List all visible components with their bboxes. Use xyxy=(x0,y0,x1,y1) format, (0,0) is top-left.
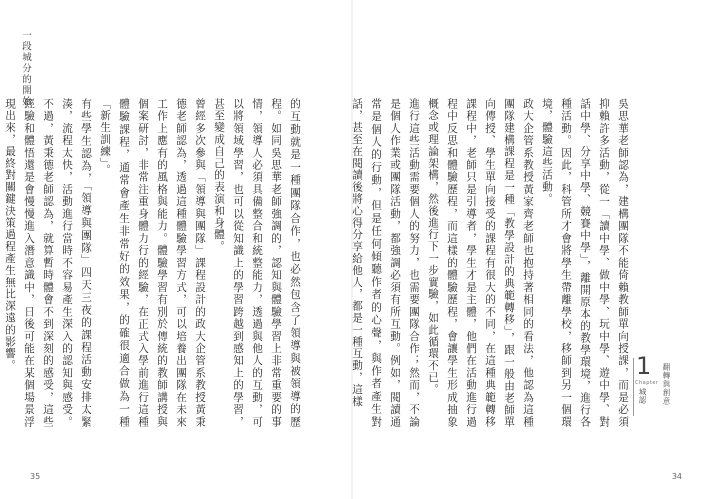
chapter-number: 1 xyxy=(636,352,652,380)
chapter-subtitle: 翻轉與創意 xyxy=(662,363,671,406)
paragraph: 政大企管系教授黃家齊老師也抱持著相同的看法，他認為這種團隊建構課程是一種「教學設計的典範轉移」，跟一般由老師單向傳授、學生單向接受的課程有很大的不同，在這種典範轉移課程中，老師只是引導者，學生才是主體，他們在活動進行過程中反思和體驗歷程，而這樣的體驗歷程，會讓學生形成抽象概念或理論架構，然後進行下一步實驗，如此循環不已。 xyxy=(427,98,534,428)
paragraph: 的互動就是一種團隊合作，也必然包含了領導與被領導的歷程。如同吳思華老師強調的，認知與體驗學習上非常重要的事情，領導人必須具備整合和統整能力，透過與他人的互動，可以將領域學習，也可以從知識上的學習跨越到感知上的學習，甚至變成自己的表演和身體。 xyxy=(213,98,301,428)
chapter-divider xyxy=(633,358,634,416)
running-title: 一段城分的開始 xyxy=(20,30,31,107)
page-number-left: 35 xyxy=(30,472,41,481)
paragraph: 吳思華老師認為，建構團隊不能倚賴教師單向授課，而是必須抑賴許多活動，從一「讀中學、做中學、玩中學、遊中學、對話中學、分享中學、競賽中學」，離開原本的教學環境，進行各種活動。因此，科管所才會將學生帶離學校，移師到另一個環境，體驗這些活動。 xyxy=(541,98,629,428)
paragraph: 有些學生認為，「領導與團隊」四天三夜的課程活動安排太緊湊，流程太快，活動進行當時不容易產生深入的認知與感受。不過，黃秉德老師認為，就算暫時體會不到深刻的感受，這些經驗和體悟還是會慢慢進入潛意識中，日後可能在某個場景浮現出來，最終對關鍵決策過程產生無比深遠的影響。 xyxy=(4,98,92,428)
chapter-label: Chapter xyxy=(635,380,659,386)
chapter-title: 城認 xyxy=(638,388,647,404)
right-page xyxy=(352,0,704,499)
paragraph: 進行這些活動需要個人的努力，也需要團隊合作；然而，不論是個人作業或團隊活動，都強調必須有所互動。例如，閱讀通常是個人的行動，但是任何傾聽作者的心聲，與作者產生對話，甚至在閱讀後將心得分享給他人，都是一種互動，這樣 xyxy=(351,98,420,428)
paragraph: 曾經多次參與「領導與團隊」課程設計的政大企管系教授黃秉德老師認為，透過這種體驗學習方式，可以培養出團隊在未來工作上應有的風格與能力。體驗學習有別於傳統的教師講授與個案研討，非常注重身體力行的經驗，在正式入學前進行這種體驗課程，通常會產生非常好的效果，的確很適合做為一種「新生訓練」。 xyxy=(99,98,206,428)
left-body-text xyxy=(4,98,304,428)
chapter-marker xyxy=(630,352,659,428)
right-body-text xyxy=(351,98,632,428)
page-number-right: 34 xyxy=(671,472,682,481)
